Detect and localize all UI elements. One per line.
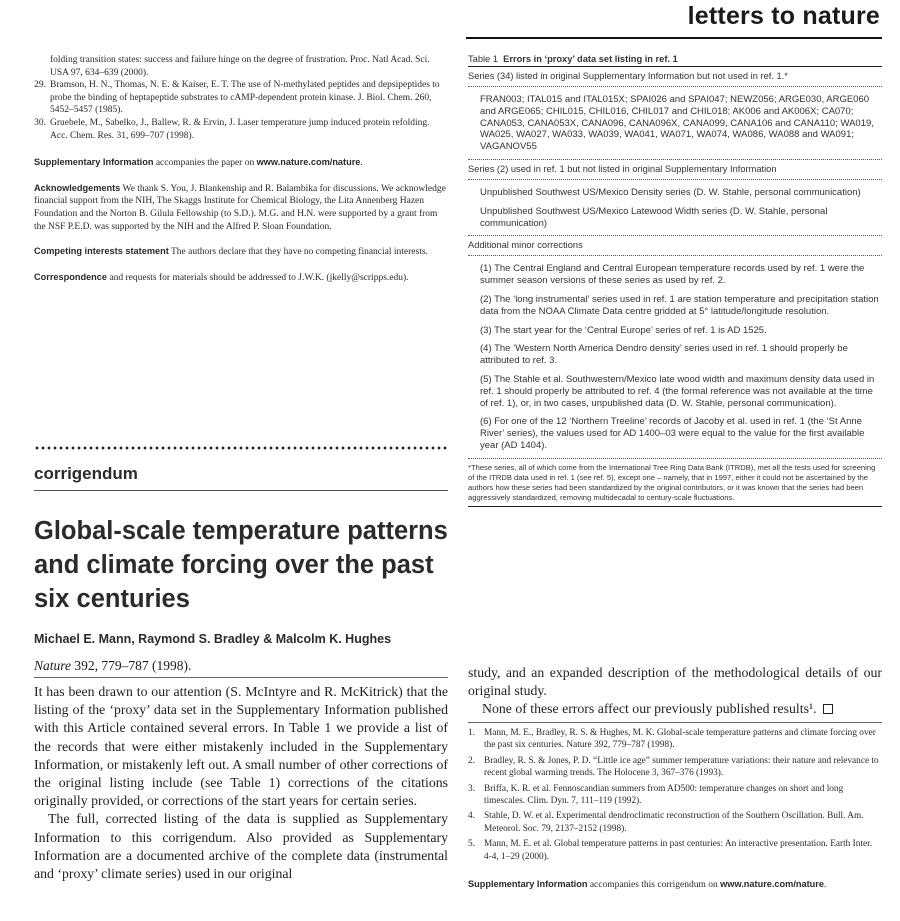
header-rule [466, 37, 882, 39]
acknowledgements-note [34, 182, 448, 233]
article-title: Global-scale temperature patterns and climate forcing over the past six centuries [34, 517, 448, 613]
corrigendum-body-continued [468, 664, 882, 719]
body-paragraph-1: It has been drawn to our attention (S. McIntyre and R. McKitrick) that the listing of the ‘proxy’ data set in the Supplementary Information published with this Article contained several errors. In Table 1 we provide a list of the records that were either mistakenly included in the Supplementary Information, or mistakenly left out. A small number of other corrections of the original listing include (see Table 1) corrections of the citations originally provided, or corrections of the start years for certain series. [34, 684, 448, 809]
reference-item [468, 810, 882, 835]
reference-item [34, 79, 448, 117]
end-of-article-mark [823, 704, 833, 714]
supplementary-end: . [823, 880, 827, 890]
table-section-head-3: Additional minor corrections [468, 236, 882, 256]
reference-text: Bradley, R. S. & Jones, P. D. “Little ice age” summer temperature variations: their nature and relevance to recent global warming trends. The Holocene 3, 367–376 (1993). [484, 755, 879, 779]
correspondence-text: and requests for materials should be addressed to J.W.K. (jkelly@scripps.edu). [107, 272, 409, 283]
table-footnote: *These series, all of which come from the International Tree Ring Data Bank (ITRDB), met all the tests used for screening of the ITRDB data used in ref. 1 (see ref. 5), except one – namely, that in 1997, either it could not be ascertained by the authors how these series had been standardized by the original contributors, or it was known that the series had been aggressively standardized, removing multidecadal to century-scale fluctuations. [468, 462, 876, 502]
reference-text: Mann, M. E. et al. Global temperature patterns in past centuries: An interactive presentation. Earth Inter. 4-4, 1–29 (2000). [484, 839, 873, 862]
reference-text: Briffa, K. R. et al. Fennoscandian summers from AD500: temperature changes on short and long timescales. Clim. Dyn. 7, 111–119 (1992). [484, 783, 844, 807]
citation-details: 392, 779–787 (1998). [71, 658, 192, 673]
series-list: FRAN003; ITAL015 and ITAL015X; SPAI026 and SPAI047; NEWZ056; ARGE030, ARGE060 and ARGE065; CHIL015, CHIL016, CHIL017 and CHIL018; AK006 and AK006X; CA070; CANA053, CANA053X, CANA096, CANA096X, CANA099, CANA106 and CANA110; WA019, WA025, WA027, WA033, WA039, WA041, WA071, WA074, WA086, WA088 and WA091; VAGANOV55 [480, 94, 874, 153]
correspondence-note [34, 271, 448, 285]
right-reference-list [468, 727, 882, 866]
table-title-text: Errors in ‘proxy’ data set listing in ref. 1 [503, 54, 678, 64]
competing-interests-note [34, 245, 448, 259]
table-entry: (5) The Stahle et al. Southwestern/Mexico late wood width and maximum density data used in ref. 1 should properly be attributed to ref. 4 (the formal reference was not available at the time of ref. 1), or, in two cases, unpublished data (D. W. Stahle, personal communication). [480, 373, 875, 409]
references-rule [468, 722, 882, 723]
table-label: Table 1 [468, 54, 498, 64]
reference-item [34, 54, 448, 79]
reference-item [468, 783, 882, 808]
article-authors: Michael E. Mann, Raymond S. Bradley & Malcolm K. Hughes [34, 632, 392, 646]
table-section-2 [468, 187, 882, 236]
reference-number: 4. [468, 811, 475, 822]
dotted-separator [34, 446, 448, 450]
reference-item [34, 117, 448, 142]
article-citation [34, 658, 191, 674]
reference-item [468, 838, 882, 863]
supplementary-text: accompanies the paper on [153, 158, 257, 169]
reference-item [468, 727, 882, 752]
reference-text: Mann, M. E., Bradley, R. S. & Hughes, M. K. Global-scale temperature patterns and climate forcing over the past six centuries. Nature 392, 779–787 (1998). [484, 728, 876, 751]
citation-journal: Nature [34, 658, 71, 673]
closing-text: None of these errors affect our previously published results¹. [482, 701, 817, 717]
reference-number: 3. [468, 783, 475, 794]
table-1 [468, 54, 882, 507]
competing-interests-text: The authors declare that they have no competing financial interests. [168, 247, 428, 258]
table-entry: Unpublished Southwest US/Mexico Latewood Width series (D. W. Stahle, personal communication) [480, 205, 828, 229]
reference-number: 29. [34, 80, 46, 91]
table-entry: (6) For one of the 12 ‘Northern Treeline’ records of Jacoby et al. used in ref. 1 (the ‘St Anne River’ series), the values used for AD 1400–03 were equal to the value for the first available year (AD 1404). [480, 416, 865, 451]
supplementary-url[interactable]: www.nature.com/nature [720, 879, 824, 889]
table-section-3 [468, 263, 882, 458]
body-continuation: study, and an expanded description of the methodological details of our original study. [468, 665, 882, 699]
table-entry: Unpublished Southwest US/Mexico Density series (D. W. Stahle, personal communication) [480, 186, 861, 198]
citation-rule [34, 677, 448, 678]
left-column [34, 54, 448, 296]
reference-text: folding transition states: success and failure hinge on the degree of frustration. Proc. Natl Acad. Sci. USA 97, 634–639 (2000). [50, 55, 430, 78]
supplementary-lead: Supplementary Information [468, 879, 588, 889]
journal-section-header: letters to nature [687, 2, 880, 30]
left-reference-list [34, 54, 448, 142]
reference-item [468, 755, 882, 780]
section-label: corrigendum [34, 464, 138, 483]
body-closing [468, 700, 882, 718]
table-entry: (1) The Central England and Central European temperature records used by ref. 1 were the summer season versions of these series as used by ref. 2. [480, 263, 865, 287]
supplementary-url[interactable]: www.nature.com/nature [256, 157, 361, 168]
supplementary-end: . [360, 158, 363, 169]
acknowledgements-text: We thank S. You, J. Blankenship and R. Balambika for discussions. We acknowledge financial support from the NIH, The Skaggs Institute for Chemical Biology, the Lita Annenberg Hazen Foundation and the Norton B. Gilula Fellowship (to S.D.). M.G. and H.N. were supported by a grant from the NSF P.E.D. was supported by the NIH and the Alfred P. Sloan Foundation. [34, 183, 446, 232]
reference-text: Gruebele, M., Sabelko, J., Ballew, R. & Ervin, J. Laser temperature jump induced protein refolding. Acc. Chem. Res. 31, 699–707 (1998). [50, 117, 430, 141]
table-entry: (2) The ‘long instrumental’ series used in ref. 1 are station temperature and precipitation station data from the NOAA Climate Data centre gridded at 5° latitude/longitude resolution. [480, 293, 879, 317]
acknowledgements-lead: Acknowledgements [34, 182, 121, 193]
reference-number: 5. [468, 839, 475, 850]
supplementary-note [34, 156, 448, 170]
table-section-1 [468, 94, 882, 160]
reference-number: 1. [468, 728, 475, 738]
section-rule [34, 490, 448, 491]
table-title [468, 54, 882, 67]
competing-interests-lead: Competing interests statement [34, 246, 169, 257]
correspondence-lead: Correspondence [34, 271, 108, 282]
table-end-rule [468, 506, 882, 507]
reference-text: Stahle, D. W. et al. Experimental dendroclimatic reconstruction of the Southern Oscillation. Bull. Am. Meteorol. Soc. 79, 2137–2152 (1998). [484, 811, 864, 834]
table-section-head-1: Series (34) listed in original Supplementary Information but not used in ref. 1.* [468, 67, 882, 87]
reference-number: 30. [34, 117, 46, 128]
supplementary-lead: Supplementary Information [34, 157, 154, 168]
supplementary-text: accompanies this corrigendum on [587, 880, 721, 890]
article-notes [34, 156, 448, 284]
body-paragraph-2: The full, corrected listing of the data is supplied as Supplementary Information to this corrigendum. Also provided as Supplementary Information are a documented archive of the complete data (instrumental and ‘proxy’ climate series) used in our original [34, 811, 448, 882]
reference-number: 2. [468, 755, 475, 766]
table-entry: (3) The start year for the ‘Central Europe’ series of ref. 1 is AD 1525. [480, 324, 767, 336]
corrigendum-supplementary-note [468, 879, 882, 890]
table-entry: (4) The ‘Western North America Dendro density’ series used in ref. 1 should properly be attributed to ref. 3. [480, 343, 848, 367]
corrigendum-body [34, 683, 448, 883]
table-section-head-2: Series (2) used in ref. 1 but not listed in original Supplementary Information [468, 160, 882, 180]
reference-text: Bramson, H. N., Thomas, N. E. & Kaiser, E. T. The use of N-methylated peptides and depsipeptides to probe the binding of heptapeptide substrates to cAMP-dependent protein kinase. J. Biol. Chem. 260, 5452–5457 (1985). [50, 80, 440, 116]
